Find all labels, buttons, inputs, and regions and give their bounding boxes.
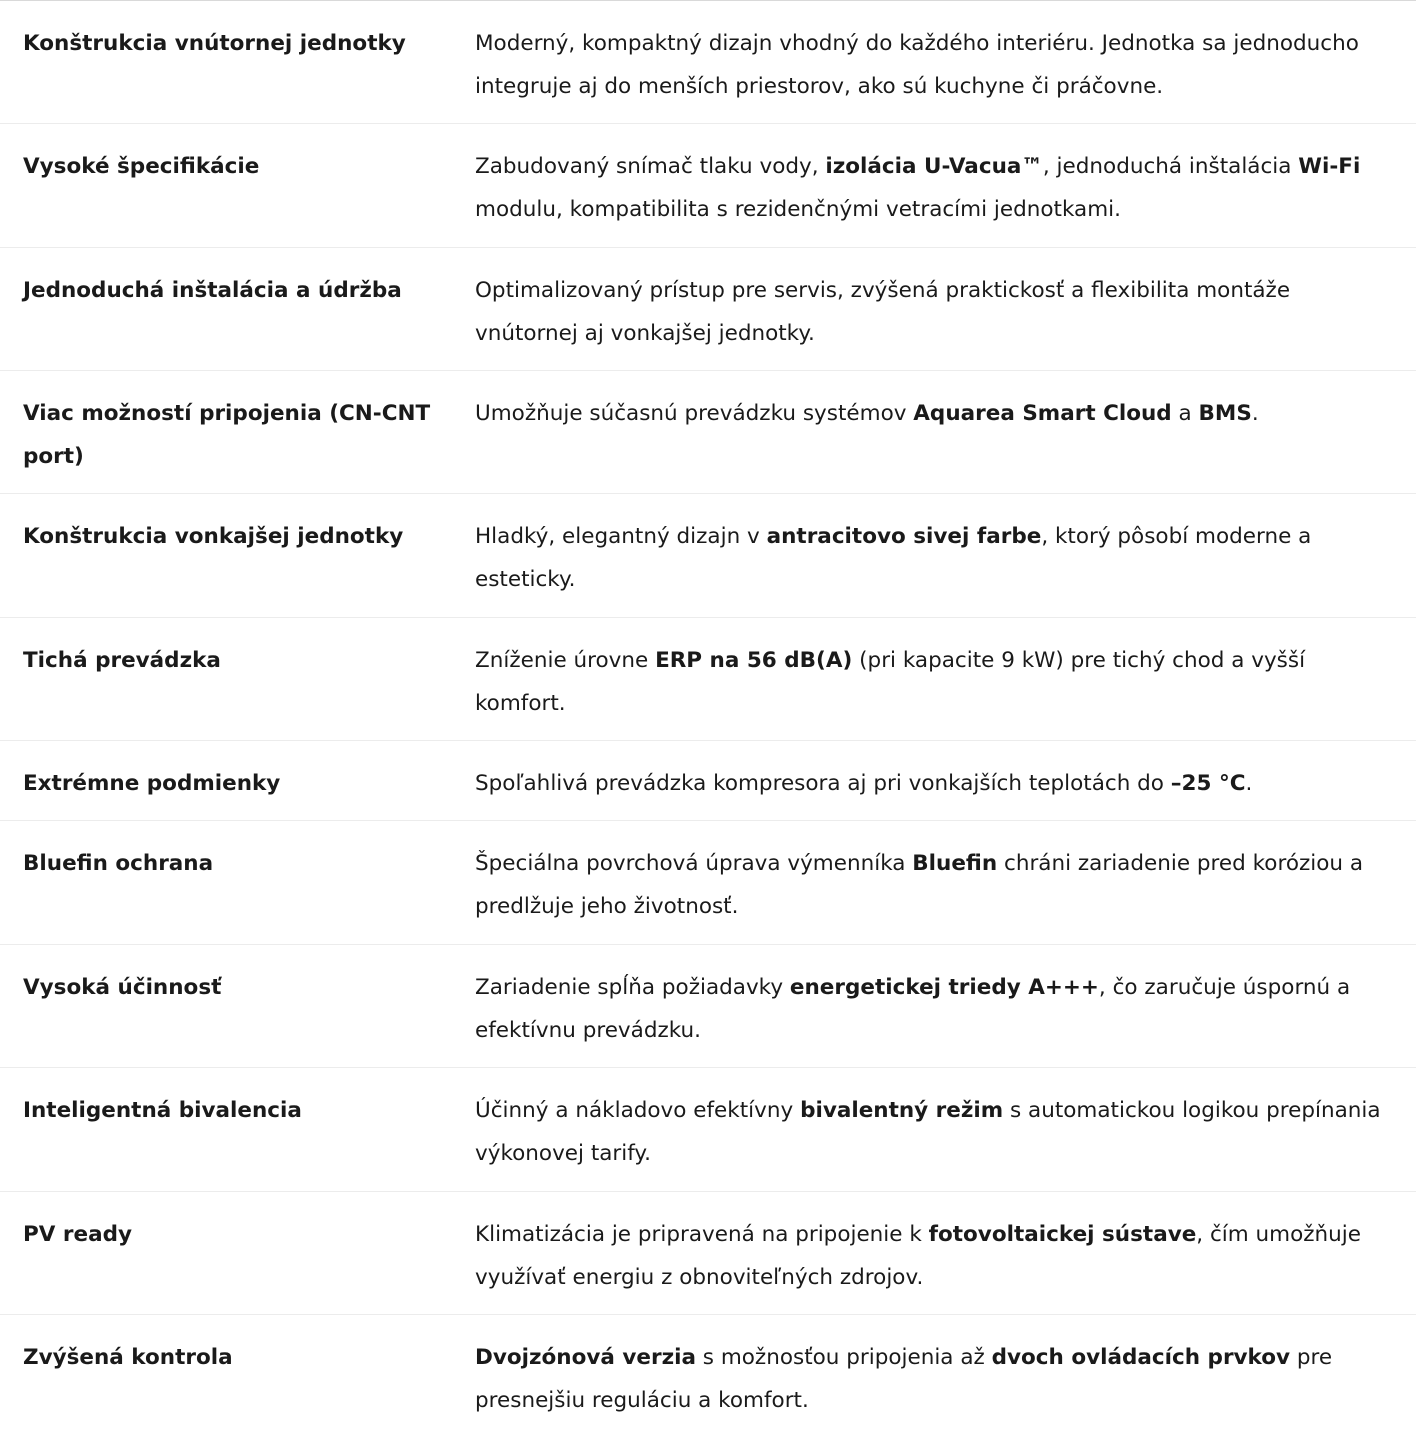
spec-label: Vysoká účinnosť	[23, 975, 222, 1000]
table-row	[0, 371, 1416, 494]
spec-value	[475, 639, 1393, 740]
value-text: Spoľahlivá prevádzka kompresora aj pri vonkajších teplotách do	[475, 771, 1171, 796]
value-emphasis: Aquarea Smart Cloud	[913, 401, 1172, 426]
value-emphasis: energetickej triedy A+++	[789, 975, 1099, 1000]
value-text: Účinný a nákladovo efektívny	[475, 1098, 801, 1123]
spec-value	[475, 1336, 1393, 1435]
spec-label: Viac možností pripojenia (CN-CNT port)	[23, 401, 431, 469]
value-text: a	[1171, 401, 1199, 426]
spec-value	[475, 1089, 1393, 1191]
value-text: pre presnejšiu reguláciu a komfort.	[475, 1345, 1333, 1413]
table-row	[0, 1068, 1416, 1192]
value-text: , ktorý pôsobí moderne a esteticky.	[475, 524, 1312, 592]
spec-value	[475, 145, 1393, 247]
spec-label: Zvýšená kontrola	[23, 1345, 233, 1370]
table-row	[0, 124, 1416, 248]
spec-label: Inteligentná bivalencia	[23, 1098, 302, 1123]
value-text: Zabudovaný snímač tlaku vody,	[475, 154, 826, 179]
spec-value	[475, 762, 1393, 820]
table-row	[0, 741, 1416, 821]
spec-value	[475, 515, 1393, 617]
value-text: (pri kapacite 9 kW) pre tichý chod a vyšší komfort.	[475, 648, 1306, 716]
spec-label: Konštrukcia vonkajšej jednotky	[23, 524, 404, 549]
value-text: s možnosťou pripojenia až	[695, 1345, 992, 1370]
spec-value	[475, 1213, 1393, 1314]
value-text: .	[1245, 771, 1253, 796]
value-emphasis: BMS	[1198, 401, 1252, 426]
value-text: Hladký, elegantný dizajn v	[475, 524, 767, 549]
table-row	[0, 821, 1416, 945]
value-text: Zariadenie spĺňa požiadavky	[475, 975, 790, 1000]
value-emphasis: dvoch ovládacích prvkov	[991, 1345, 1291, 1370]
value-text: Zníženie úrovne	[475, 648, 656, 673]
value-text: Špeciálna povrchová úprava výmenníka	[475, 851, 913, 876]
value-text: modulu, kompatibilita s rezidenčnými vetracími jednotkami.	[475, 197, 1121, 222]
spec-label: Bluefin ochrana	[23, 851, 214, 876]
table-row	[0, 1, 1416, 124]
value-text: , čím umožňuje využívať energiu z obnoviteľných zdrojov.	[475, 1222, 1362, 1290]
value-text: , jednoduchá inštalácia	[1042, 154, 1299, 179]
value-text: Optimalizovaný prístup pre servis, zvýšená praktickosť a flexibilita montáže vnútornej aj vonkajšej jednotky.	[475, 278, 1291, 346]
value-emphasis: bivalentný režim	[800, 1098, 1004, 1123]
spec-label: Konštrukcia vnútornej jednotky	[23, 31, 406, 56]
value-emphasis: –25 °C	[1170, 771, 1246, 796]
spec-value	[475, 392, 1393, 493]
table-row	[0, 248, 1416, 371]
value-emphasis: ERP na 56 dB(A)	[655, 648, 853, 673]
spec-value	[475, 966, 1393, 1067]
value-emphasis: Dvojzónová verzia	[475, 1345, 696, 1370]
spec-label: Vysoké špecifikácie	[23, 154, 260, 179]
spec-value	[475, 269, 1393, 370]
spec-value	[475, 842, 1393, 944]
table-row	[0, 1315, 1416, 1435]
value-text: Moderný, kompaktný dizajn vhodný do každého interiéru. Jednotka sa jednoducho integruje aj do menších priestorov, ako sú kuchyne či práčovne.	[475, 31, 1359, 99]
value-emphasis: Bluefin	[912, 851, 998, 876]
table-row	[0, 494, 1416, 618]
value-emphasis: antracitovo sivej farbe	[766, 524, 1042, 549]
spec-label: PV ready	[23, 1222, 132, 1247]
table-row	[0, 945, 1416, 1068]
spec-label: Tichá prevádzka	[23, 648, 221, 673]
spec-label: Jednoduchá inštalácia a údržba	[23, 278, 402, 303]
value-text: , čo zaručuje úspornú a efektívnu prevádzku.	[475, 975, 1351, 1043]
value-text: chráni zariadenie pred koróziou a predlžuje jeho životnosť.	[475, 851, 1364, 919]
spec-value	[475, 22, 1393, 123]
table-row	[0, 618, 1416, 741]
value-emphasis: fotovoltaickej sústave	[928, 1222, 1197, 1247]
value-text: Klimatizácia je pripravená na pripojenie k	[475, 1222, 929, 1247]
table-row	[0, 1192, 1416, 1315]
value-emphasis: izolácia U-Vacua™	[825, 154, 1043, 179]
spec-label: Extrémne podmienky	[23, 771, 281, 796]
value-text: Umožňuje súčasnú prevádzku systémov	[475, 401, 914, 426]
value-emphasis: Wi-Fi	[1298, 154, 1361, 179]
value-text: s automatickou logikou prepínania výkonovej tarify.	[475, 1098, 1381, 1166]
value-text: .	[1251, 401, 1259, 426]
